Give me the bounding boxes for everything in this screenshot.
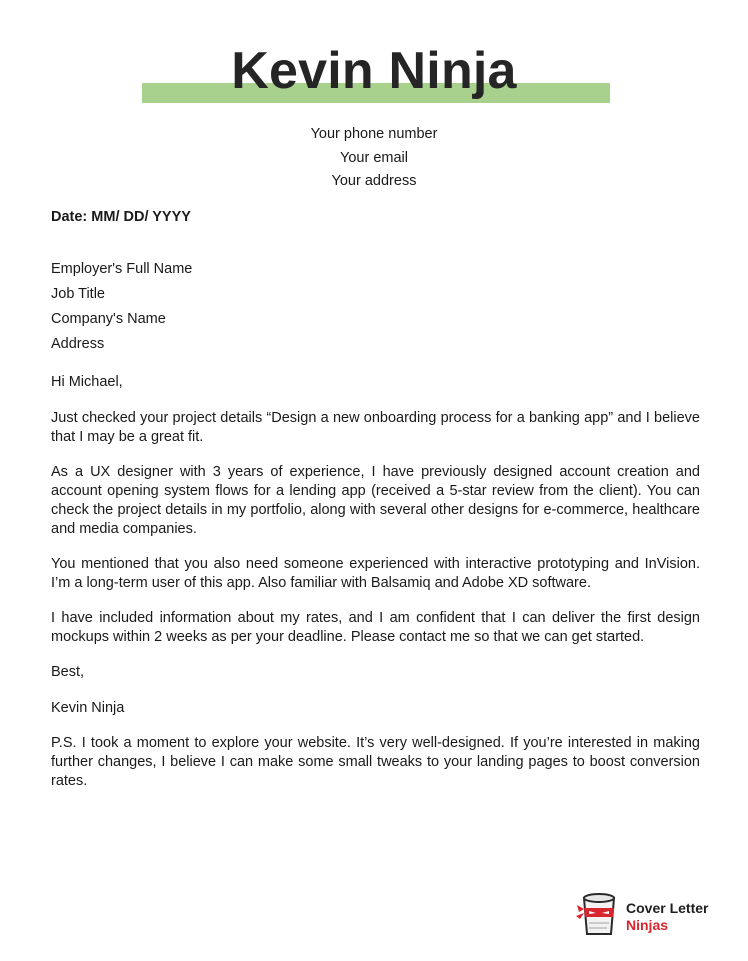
contact-phone: Your phone number bbox=[310, 126, 438, 142]
contact-block bbox=[0, 123, 748, 194]
ninja-mascot-icon bbox=[576, 890, 622, 938]
logo-line-1: Cover Letter bbox=[626, 900, 709, 916]
employer-address: Address bbox=[51, 336, 105, 352]
letter-body bbox=[51, 373, 700, 807]
letter-paragraph: I have included information about my rates, and I am confident that I can deliver the first design mockups within 2 weeks as per your deadline. Please contact me so that we can get started. bbox=[51, 610, 700, 645]
letter-signature: Kevin Ninja bbox=[51, 700, 125, 716]
letter-paragraph: Just checked your project details “Design a new onboarding process for a banking app” and I believe that I may be a great fit. bbox=[51, 410, 700, 445]
letter-paragraph: As a UX designer with 3 years of experience, I have previously designed account creation and account opening system flows for a lending app (received a 5-star review from the client). You can check the project details in my portfolio, along with several other designs for e-commerce, healthcare and media companies. bbox=[51, 464, 700, 537]
employer-full-name: Employer's Full Name bbox=[51, 261, 193, 277]
name-header bbox=[0, 40, 748, 104]
logo-line-2: Ninjas bbox=[626, 917, 669, 933]
letter-postscript: P.S. I took a moment to explore your website. It’s very well-designed. If you’re interested in making further changes, I believe I can make some small tweaks to your landing pages to boost conversion rates. bbox=[51, 735, 700, 789]
contact-email: Your email bbox=[340, 149, 408, 166]
employer-block bbox=[51, 257, 192, 357]
contact-address: Your address bbox=[331, 173, 417, 189]
letter-signoff: Best, bbox=[51, 664, 85, 680]
logo-wordmark bbox=[626, 900, 708, 934]
letter-greeting: Hi Michael, bbox=[51, 374, 123, 390]
employer-job-title: Job Title bbox=[51, 286, 105, 302]
letter-paragraph: You mentioned that you also need someone experienced with interactive prototyping and InVision. I’m a long-term user of this app. Also familiar with Balsamiq and Adobe XD software. bbox=[51, 556, 700, 591]
applicant-name: Kevin Ninja bbox=[231, 42, 517, 100]
cover-letter-ninjas-logo bbox=[576, 890, 726, 938]
letter-date: Date: MM/ DD/ YYYY bbox=[51, 209, 191, 225]
employer-company: Company's Name bbox=[51, 311, 166, 327]
